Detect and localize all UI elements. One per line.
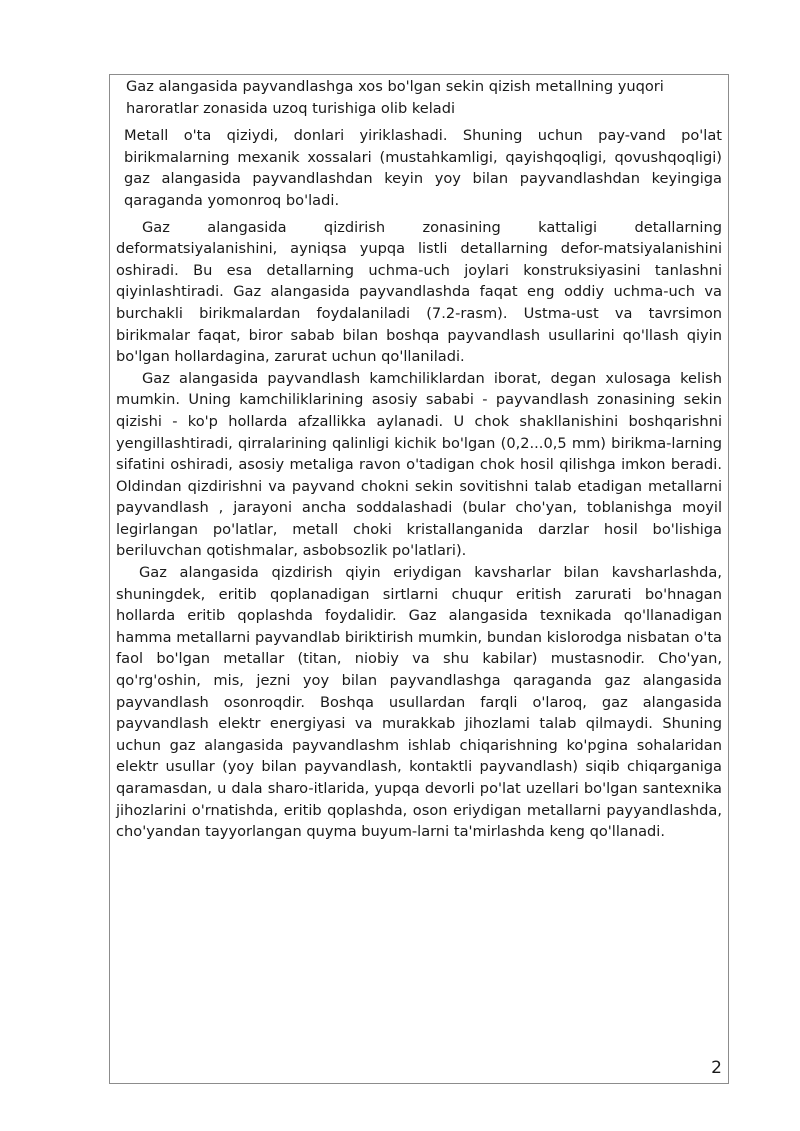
paragraph-2: Metall o'ta qiziydi, donlari yiriklashadi. Shuning uchun pay-vand po'lat birikmalarning mexanik xossalari (mustahkamligi, qayishqoqligi, qovushqoqligi) gaz alangasida payvandlashdan keyin yoy bilan payvandlashdan keyingiga qaraganda yomonroq bo'ladi. (124, 127, 722, 209)
paragraph-1: Gaz alangasida payvandlashga xos bo'lgan sekin qizish metallning yuqori haroratlar zonasida uzoq turishiga olib keladi (126, 78, 664, 117)
document-body (116, 76, 722, 843)
paragraph-5: Gaz alangasida qizdirish qiyin eriydigan kavsharlar bilan kavsharlashda, shuningdek, eritib qoplanadigan sirtlarni chuqur eritish zarurati bo'hnagan hollarda eritib qoplashda foydalidir. Gaz alangasida texnikada qo'llanadigan hamma metallarni payvandlab biriktirish mumkin, bundan kislorodga nisbatan o'ta faol bo'lgan metallar (titan, niobiy va shu kabilar) mustasnodir. Cho'yan, qo'rg'oshin, mis, jezni yoy bilan payvandlashga qaraganda gaz alangasida payvandlash osonroqdir. Boshqa usullardan farqli o'laroq, gaz alangasida payvandlash elektr energiyasi va murakkab jihozlami talab qilmaydi. Shuning uchun gaz alangasida payvandlashm ishlab chiqarishning ko'pgina sohalaridan elektr usullar (yoy bilan payvandlash, kontaktli payvandlash) siqib chiqarganiga qaramasdan, u dala sharo-itlarida, yupqa devorli po'lat uzellari bo'lgan santexnika jihozlarini o'rnatishda, eritib qoplashda, oson eriydigan metallarni payyandlashda, cho'yandan tayyorlangan quyma buyum-larni ta'mirlashda keng qo'llanadi. (116, 564, 722, 841)
page-number: 2 (711, 1058, 722, 1078)
paragraph-3: Gaz alangasida qizdirish zonasining kattaligi detallarning deformatsiyalanishini, ayniqsa yupqa listli detallarning defor-matsiyalanishini oshiradi. Bu esa detallarning uchma-uch joylari konstruksiyasini tanlashni qiyinlashtiradi. Gaz alangasida payvandlashda faqat eng oddiy uchma-uch va burchakli birikmalardan foydalaniladi (7.2-rasm). Ustma-ust va tavrsimon birikmalar faqat, biror sabab bilan boshqa payvandlash usullarini qo'llash qiyin bo'lgan hollardagina, zarurat uchun qo'llaniladi. (116, 218, 722, 366)
paragraph-4: Gaz alangasida payvandlash kamchiliklardan iborat, degan xulosaga kelish mumkin. Uning kamchiliklarining asosiy sababi - payvandlash zonasining sekin qizishi - ko'p hollarda afzallikka aylanadi. U chok shakllanishini boshqarishni yengillashtiradi, qirralarining qalinligi kichik bo'lgan (0,2...0,5 mm) birikma-larning sifatini oshiradi, asosiy metaliga ravon o'tadigan chok hosil qilishga imkon beradi. Oldindan qizdirishni va payvand chokni sekin sovitishni talab etadigan metallarni payvandlash , jarayoni ancha soddalashadi (bular cho'yan, toblanishga moyil legirlangan po'latlar, metall choki kristallanganida darzlar hosil bo'lishiga beriluvchan qotishmalar, asbobsozlik po'latlari). (116, 369, 722, 560)
